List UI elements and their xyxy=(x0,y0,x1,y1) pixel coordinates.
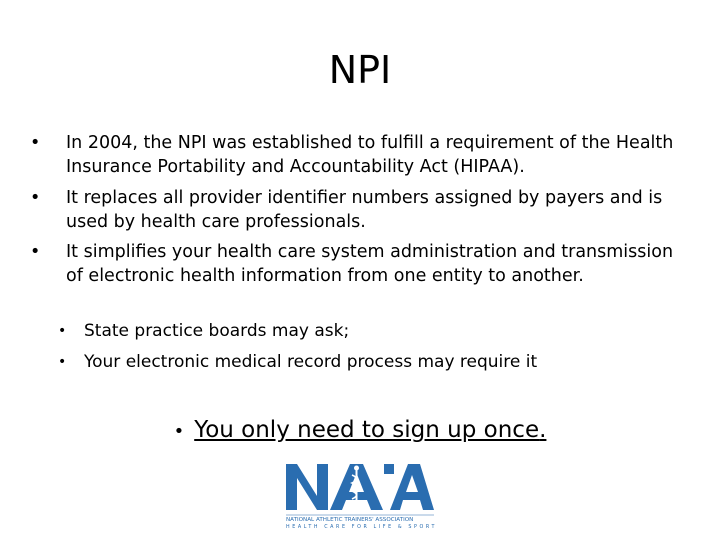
bullet-dot-icon: • xyxy=(30,242,41,262)
emphasis-text: You only need to sign up once xyxy=(194,417,540,443)
bullet-dot-icon: • xyxy=(30,133,41,153)
bullet-item xyxy=(30,131,690,179)
logo-name-text: NATIONAL ATHLETIC TRAINERS' ASSOCIATION xyxy=(286,517,414,523)
bullet-dot-icon: • xyxy=(58,354,67,370)
bullet-text: In 2004, the NPI was established to fulfill a requirement of the Health Insurance Portability and Accountability Act (HIPAA). xyxy=(66,133,674,177)
emphasis-bullet xyxy=(0,414,720,448)
bullet-dot-icon: • xyxy=(30,188,41,208)
emphasis-period: . xyxy=(539,417,547,443)
bullet-text: It replaces all provider identifier numbers assigned by payers and is used by health care professionals. xyxy=(66,188,663,232)
nata-logo-icon xyxy=(284,462,436,530)
logo-tagline-text: HEALTH CARE FOR LIFE & SPORT xyxy=(286,525,436,530)
bullet-text: It simplifies your health care system administration and transmission of electronic health information from one entity to another. xyxy=(66,242,674,286)
bullet-dot-icon: • xyxy=(58,323,67,339)
nata-logo xyxy=(284,462,436,530)
bullet-dot-icon: • xyxy=(173,421,185,442)
sub-bullet-text: Your electronic medical record process may require it xyxy=(84,352,538,372)
sub-bullet-item xyxy=(58,350,698,374)
bullet-item xyxy=(30,240,690,288)
sub-bullet-item xyxy=(58,319,698,343)
sub-bullet-text: State practice boards may ask; xyxy=(84,321,350,341)
bullet-item xyxy=(30,186,690,234)
slide-title: NPI xyxy=(328,48,392,92)
